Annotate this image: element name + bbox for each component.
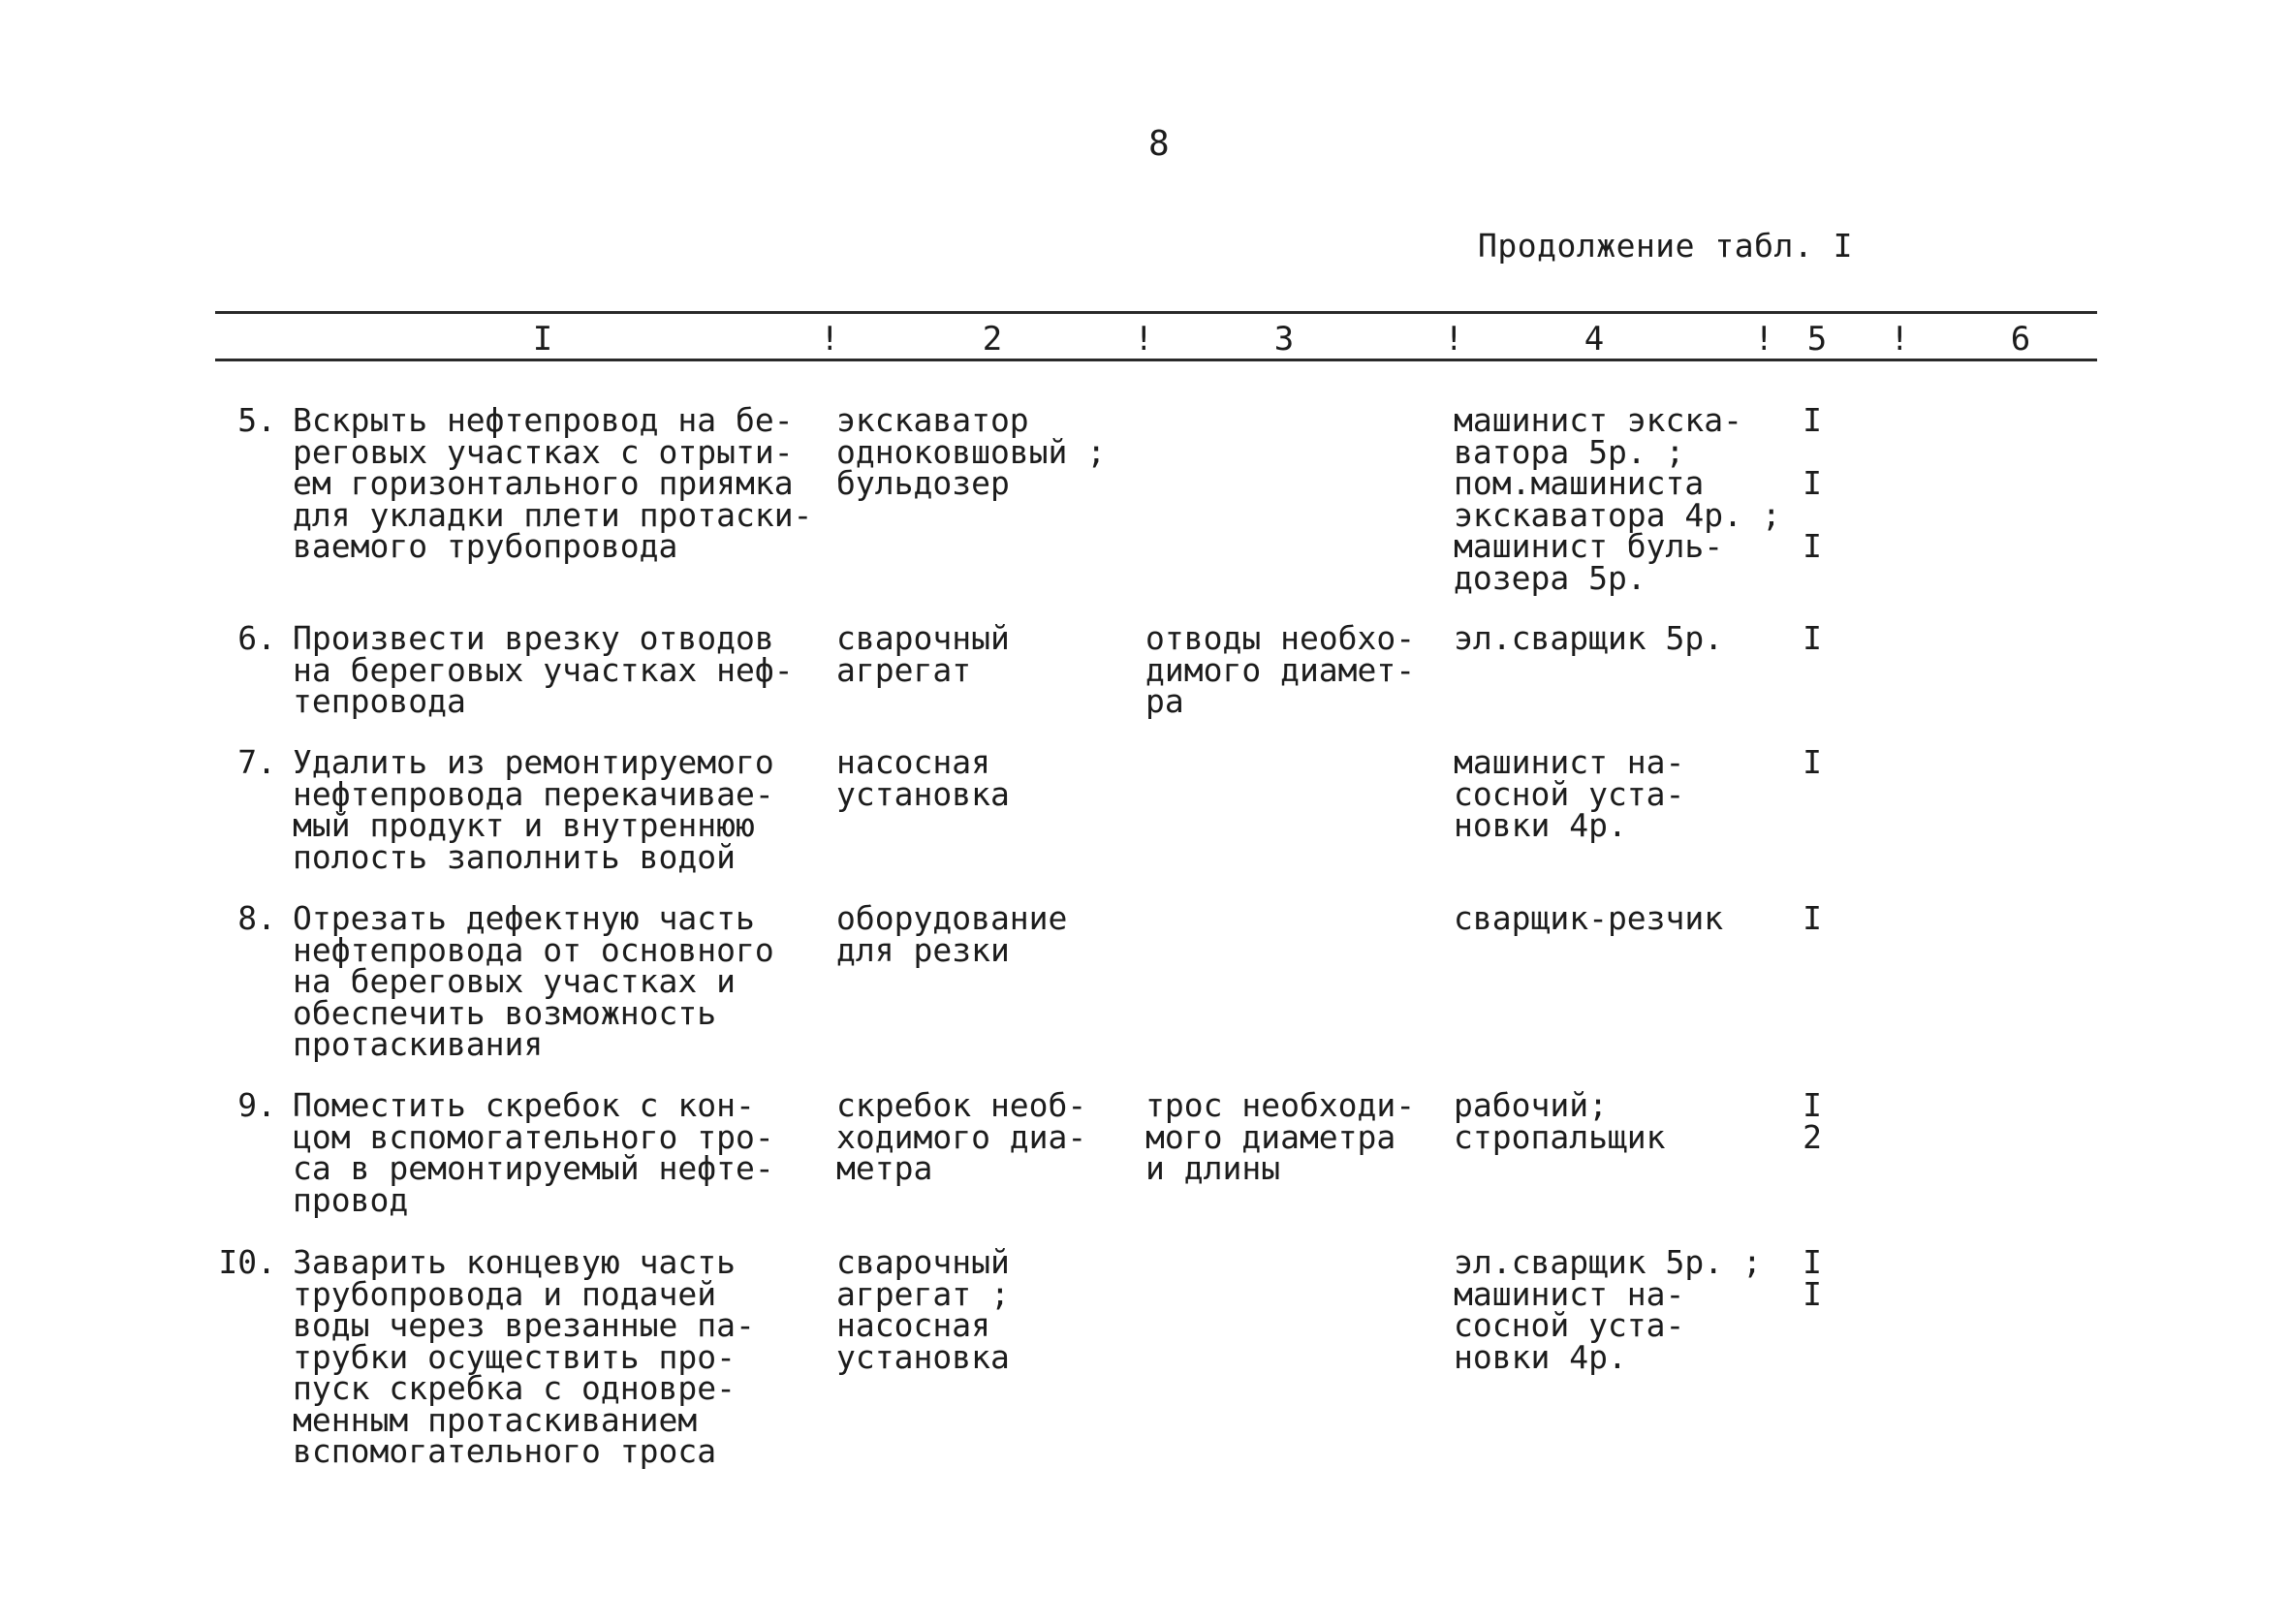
materials: отводы необхо- димого диамет- ра <box>1145 619 1416 720</box>
row-number: I0. <box>218 1243 276 1281</box>
column-header-4: 4 <box>1583 320 1605 359</box>
column-header-5: 5 <box>1806 320 1828 359</box>
column-separator: ! <box>1890 320 1910 359</box>
table-top-rule <box>215 311 2097 314</box>
worker-count: I <box>1803 899 1822 937</box>
column-separator: ! <box>1134 320 1154 359</box>
row-number: 9. <box>237 1086 276 1124</box>
row-number: 8. <box>237 899 276 937</box>
equipment: оборудование для резки <box>836 899 1068 969</box>
workers: машинист на- сосной уста- новки 4р. <box>1454 743 1685 844</box>
work-description: Отрезать дефектную часть нефтепровода от основного на береговых участках и обеспечить возможность протаскивания <box>293 899 774 1063</box>
workers: эл.сварщик 5р. ; машинист на- сосной уста- новки 4р. <box>1454 1243 1762 1376</box>
worker-count: I 2 <box>1803 1086 1822 1156</box>
column-separator: ! <box>1444 320 1464 359</box>
worker-count: I <box>1803 743 1822 781</box>
workers: рабочий; стропальщик <box>1454 1086 1666 1156</box>
work-description: Произвести врезку отводов на береговых участках неф- тепровода <box>293 619 794 720</box>
work-description: Вскрыть нефтепровод на бе- реговых участках с отрыти- ем горизонтального приямка для укладки плети протаски- ваемого трубопровода <box>293 401 813 565</box>
workers: машинист экска- ватора 5р. ; пом.машиниста экскаватора 4р. ; машинист буль- дозера 5р. <box>1454 401 1781 597</box>
workers: эл.сварщик 5р. <box>1454 619 1724 657</box>
equipment: сварочный агрегат <box>836 619 1010 689</box>
column-separator: ! <box>1754 320 1774 359</box>
row-number: 6. <box>237 619 276 657</box>
table-header-rule <box>215 359 2097 361</box>
workers: сварщик-резчик <box>1454 899 1724 937</box>
work-description: Заварить концевую часть трубопровода и подачей воды через врезанные па- трубки осуществить про- пуск скребка с одновре- менным протаскиванием вспомогательного троса <box>293 1243 755 1470</box>
column-header-3: 3 <box>1273 320 1295 359</box>
work-description: Удалить из ремонтируемого нефтепровода перекачивае- мый продукт и внутреннюю полость заполнить водой <box>293 743 774 876</box>
equipment: скребок необ- ходимого диа- метра <box>836 1086 1087 1187</box>
table-caption: Продолжение табл. I <box>1478 227 1853 265</box>
row-number: 5. <box>237 401 276 439</box>
equipment: экскаватор одноковшовый ; бульдозер <box>836 401 1107 502</box>
worker-count: I I I <box>1803 401 1822 565</box>
column-header-6: 6 <box>2010 320 2031 359</box>
row-number: 7. <box>237 743 276 781</box>
column-header-1: I <box>532 320 553 359</box>
page-number: 8 <box>1148 124 1170 164</box>
worker-count: I I <box>1803 1243 1822 1313</box>
column-separator: ! <box>820 320 840 359</box>
column-header-2: 2 <box>982 320 1003 359</box>
worker-count: I <box>1803 619 1822 657</box>
materials: трос необходи- мого диаметра и длины <box>1145 1086 1416 1187</box>
equipment: насосная установка <box>836 743 1010 813</box>
equipment: сварочный агрегат ; насосная установка <box>836 1243 1010 1376</box>
work-description: Поместить скребок с кон- цом вспомогательного тро- са в ремонтируемый нефте- провод <box>293 1086 774 1219</box>
